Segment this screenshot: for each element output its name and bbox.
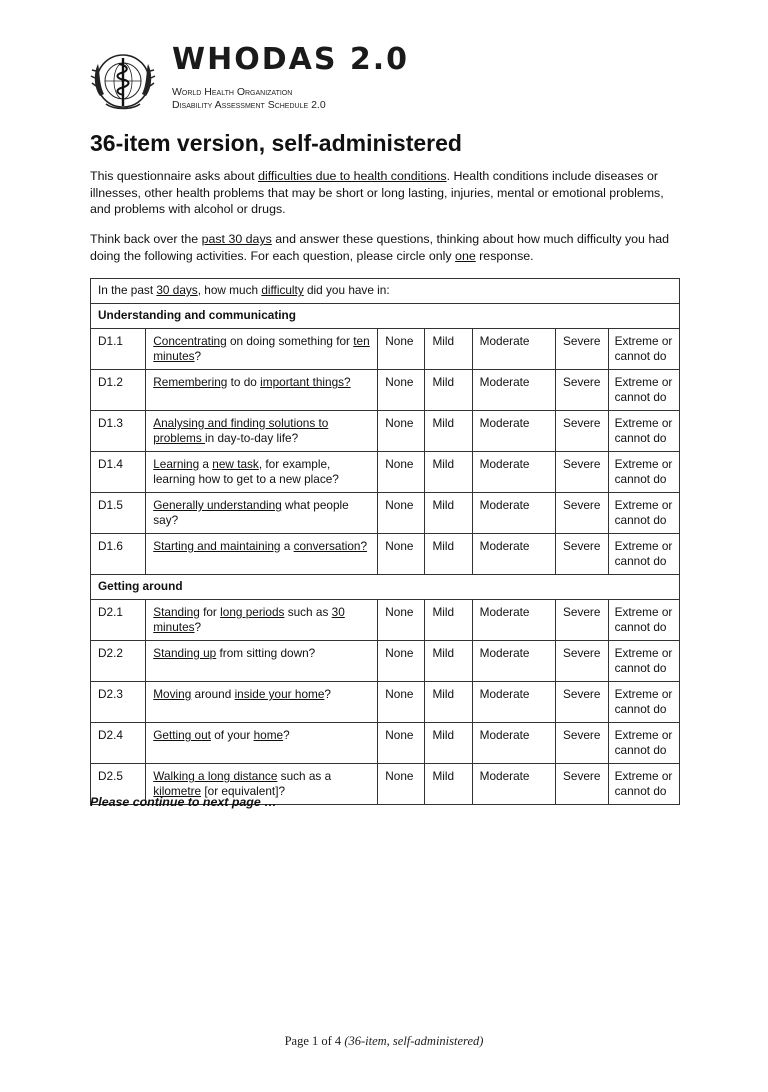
option-none[interactable]: None xyxy=(378,534,425,575)
table-row xyxy=(91,723,680,764)
org-line-2: Disability Assessment Schedule 2.0 xyxy=(172,99,326,111)
option-moderate[interactable]: Moderate xyxy=(472,452,555,493)
question-emphasis: 30 minutes xyxy=(153,605,345,634)
continue-note: Please continue to next page … xyxy=(90,795,277,809)
option-severe[interactable]: Severe xyxy=(556,641,609,682)
header-text: did you have in: xyxy=(303,283,390,297)
option-severe[interactable]: Severe xyxy=(556,493,609,534)
option-mild[interactable]: Mild xyxy=(425,764,472,805)
question-emphasis: kilometre xyxy=(153,784,202,798)
question-fragment: in day-to-day life? xyxy=(205,431,299,445)
option-none[interactable]: None xyxy=(378,764,425,805)
question-fragment: such as xyxy=(284,605,332,619)
intro-text: and answer these questions, thinking about how much difficulty you had doing the following activities. For each question, please circle only xyxy=(90,232,670,263)
question-fragment: [or equivalent]? xyxy=(201,784,286,798)
option-extreme[interactable]: Extreme or cannot do xyxy=(608,329,679,370)
option-none[interactable]: None xyxy=(378,493,425,534)
option-mild[interactable]: Mild xyxy=(425,641,472,682)
question-fragment: around xyxy=(191,687,235,701)
header-emphasis: 30 days xyxy=(156,283,198,297)
question-code: D1.4 xyxy=(91,452,146,493)
question-emphasis: Remembering xyxy=(153,375,228,389)
table-row xyxy=(91,452,680,493)
question-fragment: on doing something for xyxy=(226,334,354,348)
question-emphasis: Standing up xyxy=(153,646,217,660)
question-fragment: of your xyxy=(210,728,254,742)
question-fragment: such as a xyxy=(277,769,332,783)
option-mild[interactable]: Mild xyxy=(425,411,472,452)
option-mild[interactable]: Mild xyxy=(425,493,472,534)
option-mild[interactable]: Mild xyxy=(425,682,472,723)
option-moderate[interactable]: Moderate xyxy=(472,764,555,805)
option-none[interactable]: None xyxy=(378,411,425,452)
intro-paragraph-2 xyxy=(90,231,682,264)
option-extreme[interactable]: Extreme or cannot do xyxy=(608,411,679,452)
table-row xyxy=(91,534,680,575)
question-code: D1.3 xyxy=(91,411,146,452)
option-extreme[interactable]: Extreme or cannot do xyxy=(608,723,679,764)
question-fragment: to do xyxy=(227,375,261,389)
option-none[interactable]: None xyxy=(378,682,425,723)
option-mild[interactable]: Mild xyxy=(425,723,472,764)
option-severe[interactable]: Severe xyxy=(556,411,609,452)
option-extreme[interactable]: Extreme or cannot do xyxy=(608,370,679,411)
question-code: D1.1 xyxy=(91,329,146,370)
intro-text: . Health conditions include diseases or illnesses, other health problems that may be short or long lasting, injuries, mental or emotional problems, and problems with alcohol or drugs. xyxy=(90,169,664,216)
question-text xyxy=(146,723,378,764)
intro-emphasis: one xyxy=(455,248,476,263)
table-header-row xyxy=(91,279,680,304)
option-moderate[interactable]: Moderate xyxy=(472,370,555,411)
question-emphasis: Walking a long distance xyxy=(153,769,278,783)
footer-version: (36-item, self-administered) xyxy=(344,1034,484,1048)
question-text xyxy=(146,370,378,411)
option-moderate[interactable]: Moderate xyxy=(472,641,555,682)
option-none[interactable]: None xyxy=(378,329,425,370)
question-emphasis: Generally understanding xyxy=(153,498,282,512)
question-text xyxy=(146,641,378,682)
question-emphasis: new task xyxy=(212,457,259,471)
document-header xyxy=(86,44,706,118)
option-extreme[interactable]: Extreme or cannot do xyxy=(608,641,679,682)
page-number: Page 1 of 4 xyxy=(284,1034,345,1048)
question-fragment: from sitting down? xyxy=(216,646,316,660)
question-fragment: ? xyxy=(194,620,202,634)
org-line-1: World Health Organization xyxy=(172,86,293,98)
table-header xyxy=(91,279,680,304)
question-text xyxy=(146,329,378,370)
question-emphasis: Getting out xyxy=(153,728,211,742)
brand-title: WHODAS 2.0 xyxy=(172,42,410,77)
question-emphasis: conversation? xyxy=(293,539,368,553)
question-text xyxy=(146,411,378,452)
intro-text: This questionnaire asks about xyxy=(90,169,259,183)
question-code: D1.5 xyxy=(91,493,146,534)
option-moderate[interactable]: Moderate xyxy=(472,411,555,452)
question-text xyxy=(146,452,378,493)
option-extreme[interactable]: Extreme or cannot do xyxy=(608,452,679,493)
option-mild[interactable]: Mild xyxy=(425,452,472,493)
question-emphasis: Starting and maintaining xyxy=(153,539,281,553)
section-title: Getting around xyxy=(91,575,680,600)
section-title: Understanding and communicating xyxy=(91,304,680,329)
option-severe[interactable]: Severe xyxy=(556,682,609,723)
question-text xyxy=(146,682,378,723)
option-extreme[interactable]: Extreme or cannot do xyxy=(608,493,679,534)
header-emphasis: difficulty xyxy=(261,283,304,297)
intro-emphasis: past 30 days xyxy=(201,232,272,246)
option-extreme[interactable]: Extreme or cannot do xyxy=(608,764,679,805)
option-none[interactable]: None xyxy=(378,370,425,411)
option-none[interactable]: None xyxy=(378,600,425,641)
option-severe[interactable]: Severe xyxy=(556,723,609,764)
table-row xyxy=(91,493,680,534)
option-moderate[interactable]: Moderate xyxy=(472,534,555,575)
page-footer xyxy=(0,1034,768,1049)
question-fragment: a xyxy=(280,539,294,553)
section-row xyxy=(91,575,680,600)
intro-text: response. xyxy=(475,248,534,263)
questionnaire-table xyxy=(90,278,680,805)
question-fragment: ? xyxy=(194,349,202,363)
question-code: D2.1 xyxy=(91,600,146,641)
option-moderate[interactable]: Moderate xyxy=(472,723,555,764)
option-severe[interactable]: Severe xyxy=(556,452,609,493)
question-emphasis: Analysing and finding solutions to problems xyxy=(153,416,329,445)
question-emphasis: inside your home xyxy=(234,687,325,701)
question-emphasis: Learning xyxy=(153,457,200,471)
option-extreme[interactable]: Extreme or cannot do xyxy=(608,600,679,641)
option-mild[interactable]: Mild xyxy=(425,534,472,575)
question-code: D1.2 xyxy=(91,370,146,411)
question-fragment: a xyxy=(199,457,213,471)
question-fragment: ? xyxy=(283,728,290,742)
option-mild[interactable]: Mild xyxy=(425,370,472,411)
section-row xyxy=(91,304,680,329)
option-mild[interactable]: Mild xyxy=(425,600,472,641)
question-code: D2.4 xyxy=(91,723,146,764)
question-code: D2.2 xyxy=(91,641,146,682)
table-row xyxy=(91,600,680,641)
intro-text: Think back over the xyxy=(90,232,202,246)
option-extreme[interactable]: Extreme or cannot do xyxy=(608,534,679,575)
question-text xyxy=(146,600,378,641)
table-row xyxy=(91,411,680,452)
table-row xyxy=(91,329,680,370)
question-emphasis: ten minutes xyxy=(153,334,370,363)
table-row xyxy=(91,682,680,723)
intro-emphasis: difficulties due to health conditions xyxy=(258,169,447,183)
header-text: , how much xyxy=(197,283,262,297)
question-emphasis: important things? xyxy=(260,375,351,389)
option-severe[interactable]: Severe xyxy=(556,764,609,805)
question-fragment: what people say? xyxy=(153,498,349,527)
option-none[interactable]: None xyxy=(378,452,425,493)
option-severe[interactable]: Severe xyxy=(556,534,609,575)
option-none[interactable]: None xyxy=(378,641,425,682)
question-emphasis: Moving xyxy=(153,687,192,701)
who-emblem-icon xyxy=(86,44,160,118)
question-emphasis: long periods xyxy=(220,605,285,619)
question-code: D2.5 xyxy=(91,764,146,805)
option-moderate[interactable]: Moderate xyxy=(472,493,555,534)
option-moderate[interactable]: Moderate xyxy=(472,329,555,370)
question-fragment: for xyxy=(199,605,221,619)
question-code: D1.6 xyxy=(91,534,146,575)
question-fragment: , for example, learning how to get to a new place? xyxy=(153,457,339,486)
question-fragment: ? xyxy=(324,687,331,701)
question-code: D2.3 xyxy=(91,682,146,723)
table-row xyxy=(91,370,680,411)
option-severe[interactable]: Severe xyxy=(556,329,609,370)
question-emphasis: Standing xyxy=(153,605,200,619)
question-emphasis: home xyxy=(253,728,284,742)
question-text xyxy=(146,493,378,534)
option-severe[interactable]: Severe xyxy=(556,370,609,411)
organization-name xyxy=(172,86,326,112)
page-title: 36-item version, self-administered xyxy=(90,130,462,156)
intro-paragraph-1 xyxy=(90,168,682,218)
option-moderate[interactable]: Moderate xyxy=(472,600,555,641)
option-mild[interactable]: Mild xyxy=(425,329,472,370)
option-extreme[interactable]: Extreme or cannot do xyxy=(608,682,679,723)
table-row xyxy=(91,641,680,682)
option-none[interactable]: None xyxy=(378,723,425,764)
header-text: In the past xyxy=(98,283,157,297)
option-moderate[interactable]: Moderate xyxy=(472,682,555,723)
question-text xyxy=(146,534,378,575)
option-severe[interactable]: Severe xyxy=(556,600,609,641)
question-emphasis: Concentrating xyxy=(153,334,227,348)
